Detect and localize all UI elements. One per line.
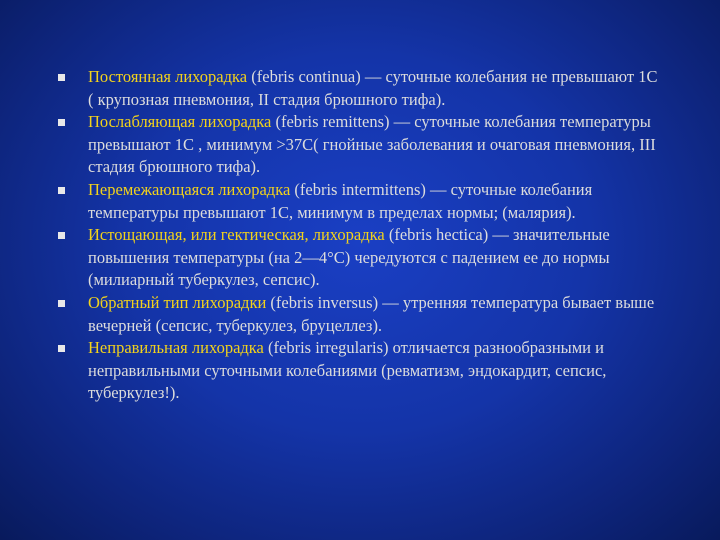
fever-types-list: [58, 66, 658, 405]
square-bullet-icon: [58, 187, 65, 194]
list-item-intermittent-fever: [58, 179, 658, 224]
square-bullet-icon: [58, 232, 65, 239]
term-description: (febris remittens) — суточные колебания температуры превышают 1С , минимум >37С( гнойные заболевания и очаговая пневмония, III стадия брюшного тифа).: [88, 112, 656, 177]
term-description: (febris intermittens) — суточные колебания температуры превышают 1С, минимум в пределах нормы; (малярия).: [88, 179, 593, 222]
square-bullet-icon: [58, 74, 65, 81]
term-label: Обратный тип лихорадки: [88, 292, 267, 312]
list-item-inverse-fever: [58, 292, 658, 337]
square-bullet-icon: [58, 300, 65, 307]
term-label: Истощающая, или гектическая, лихорадка: [88, 225, 385, 245]
term-label: Послабляющая лихорадка: [88, 112, 272, 132]
term-description: (febris irregularis) отличается разнообразными и неправильными суточными колебаниями (ревматизм, эндокардит, сепсис, туберкулез!).: [88, 338, 607, 403]
list-item-constant-fever: [58, 66, 658, 111]
term-description: (febris hectica) — значительные повышения температуры (на 2—4°С) чередуются с падением ее до нормы (милиарный туберкулез, сепсис).: [88, 225, 610, 290]
term-label: Постоянная лихорадка: [88, 67, 248, 86]
list-item-irregular-fever: [58, 337, 658, 405]
term-description: (febris inversus) — утренняя температура бывает выше вечерней (сепсис, туберкулез, бруцеллез).: [88, 292, 655, 335]
term-label: Перемежающаяся лихорадка: [88, 179, 291, 199]
square-bullet-icon: [58, 119, 65, 126]
square-bullet-icon: [58, 345, 65, 352]
list-item-remittent-fever: [58, 111, 658, 179]
term-label: Неправильная лихорадка: [88, 338, 264, 358]
list-item-hectic-fever: [58, 224, 658, 292]
term-description: (febris continua) — суточные колебания не превышают 1С ( крупозная пневмония, II стадия брюшного тифа).: [88, 67, 658, 109]
